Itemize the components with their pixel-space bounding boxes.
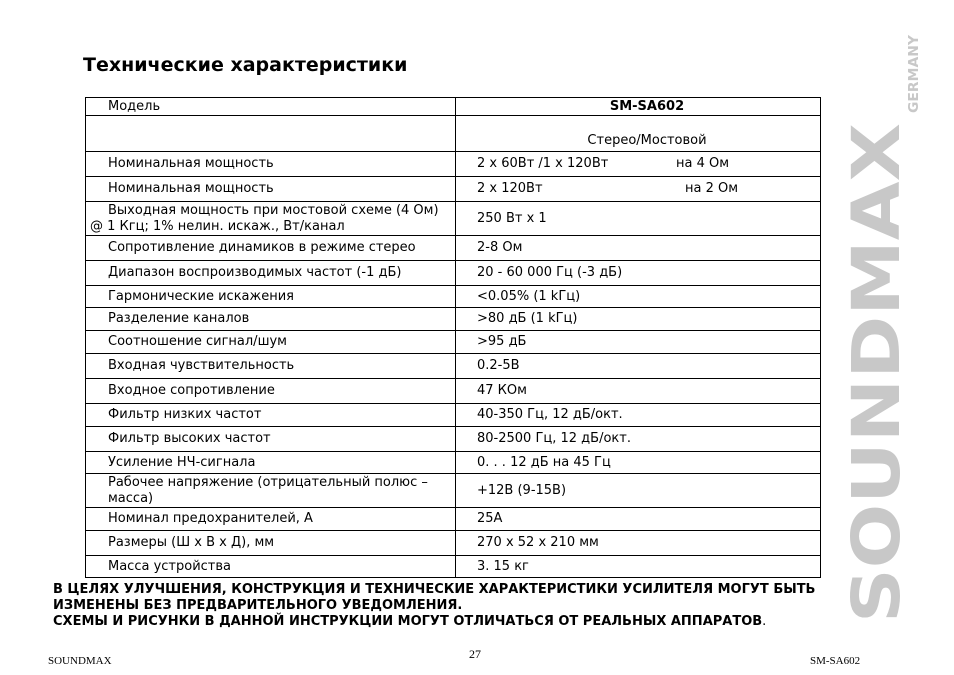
spec-value: 2-8 Ом <box>456 236 821 261</box>
spec-label: Соотношение сигнал/шум <box>86 331 456 354</box>
spec-label: Размеры (Ш х В х Д), мм <box>86 531 456 556</box>
spec-label: Усиление НЧ-сигнала <box>86 452 456 474</box>
spec-value: 40-350 Гц, 12 дБ/окт. <box>456 404 821 427</box>
spec-label: Входное сопротивление <box>86 379 456 404</box>
disclaimer-notice <box>53 582 873 630</box>
spec-value: >80 дБ (1 kГц) <box>456 308 821 331</box>
spec-value-power: 2 х 60Вт /1 х 120Вт <box>477 156 609 171</box>
table-row <box>86 379 821 404</box>
spec-value-text: Стерео/Мостовой <box>587 132 707 148</box>
footer-brand: SOUNDMAX <box>48 655 112 667</box>
spec-value-power: 2 х 120Вт <box>477 181 543 196</box>
spec-label: Рабочее напряжение (отрицательный полюс – масса) <box>86 474 456 508</box>
table-row <box>86 286 821 308</box>
table-row <box>86 531 821 556</box>
page-number: 27 <box>469 647 481 661</box>
table-row <box>86 152 821 177</box>
notice-line-2 <box>53 614 873 630</box>
spec-label: Гармонические искажения <box>86 286 456 308</box>
spec-value: 3. 15 кг <box>456 556 821 578</box>
spec-label: Номинал предохранителей, А <box>86 508 456 531</box>
spec-value: SM-SA602 <box>456 98 821 116</box>
notice-line-2-text: СХЕМЫ И РИСУНКИ В ДАННОЙ ИНСТРУКЦИИ МОГУТ ОТЛИЧАТЬСЯ ОТ РЕАЛЬНЫХ АППАРАТОВ <box>53 614 763 629</box>
soundmax-logo <box>838 30 922 630</box>
table-row <box>86 452 821 474</box>
table-row <box>86 236 821 261</box>
footer-model: SM-SA602 <box>810 655 861 667</box>
table-row <box>86 508 821 531</box>
spec-value: 270 х 52 х 210 мм <box>456 531 821 556</box>
table-row <box>86 331 821 354</box>
logo-germany-text: GERMANY <box>907 40 922 113</box>
spec-label: Выходная мощность при мостовой схеме (4 Ом) @ 1 Кгц; 1% нелин. искаж., Вт/канал <box>86 202 456 236</box>
notice-line-2-end: . <box>762 614 767 629</box>
spec-label: Номинальная мощность <box>86 152 456 177</box>
table-row <box>86 404 821 427</box>
spec-value: 0.2-5В <box>456 354 821 379</box>
table-row <box>86 177 821 202</box>
spec-label: Диапазон воспроизводимых частот (-1 дБ) <box>86 261 456 286</box>
spec-label: Фильтр высоких частот <box>86 427 456 452</box>
table-row <box>86 98 821 116</box>
notice-line-1: В ЦЕЛЯХ УЛУЧШЕНИЯ, КОНСТРУКЦИЯ И ТЕХНИЧЕСКИЕ ХАРАКТЕРИСТИКИ УСИЛИТЕЛЯ МОГУТ БЫТЬ ИЗМЕНЕНЫ БЕЗ ПРЕДВАРИТЕЛЬНОГО УВЕДОМЛЕНИЯ. <box>53 582 816 613</box>
spec-label <box>86 116 456 152</box>
spec-value: 25А <box>456 508 821 531</box>
spec-label: Номинальная мощность <box>86 177 456 202</box>
spec-value-load: на 4 Ом <box>676 156 730 171</box>
spec-value: 0. . . 12 дБ на 45 Гц <box>456 452 821 474</box>
spec-label: Сопротивление динамиков в режиме стерео <box>86 236 456 261</box>
table-row <box>86 261 821 286</box>
spec-value: 80-2500 Гц, 12 дБ/окт. <box>456 427 821 452</box>
spec-value: <0.05% (1 kГц) <box>456 286 821 308</box>
spec-value: >95 дБ <box>456 331 821 354</box>
spec-value <box>456 152 821 177</box>
spec-label: Входная чувствительность <box>86 354 456 379</box>
table-row <box>86 308 821 331</box>
spec-label: Масса устройства <box>86 556 456 578</box>
spec-value <box>456 177 821 202</box>
spec-label: Разделение каналов <box>86 308 456 331</box>
spec-value: 250 Вт х 1 <box>456 202 821 236</box>
spec-value: 47 КОм <box>456 379 821 404</box>
logo-brand-text: SOUNDMAX <box>838 188 915 623</box>
spec-value: +12В (9-15В) <box>456 474 821 508</box>
spec-label: Фильтр низких частот <box>86 404 456 427</box>
table-row <box>86 354 821 379</box>
table-row <box>86 556 821 578</box>
specs-table <box>85 97 821 578</box>
spec-label: Модель <box>86 98 456 116</box>
spec-value-load: на 2 Ом <box>685 181 739 196</box>
table-row <box>86 116 821 152</box>
spec-value: 20 - 60 000 Гц (-3 дБ) <box>456 261 821 286</box>
table-row <box>86 474 821 508</box>
table-row <box>86 427 821 452</box>
page-title: Технические характеристики <box>83 54 408 76</box>
table-row <box>86 202 821 236</box>
spec-value <box>456 116 821 152</box>
